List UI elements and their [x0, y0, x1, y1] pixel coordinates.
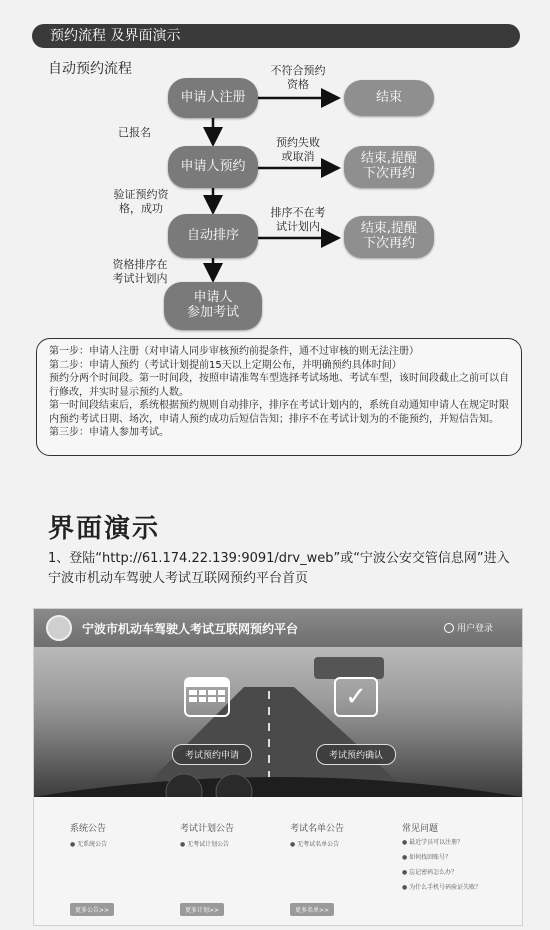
checkmark-icon: ✓ — [334, 677, 378, 717]
node-end-2: 结束,提醒 下次再约 — [344, 146, 434, 188]
step-2: 第二步：申请人预约（考试计划提前15天以上定期公布，并明确预约具体时间） — [49, 359, 402, 371]
site-title: 宁波市机动车驾驶人考试互联网预约平台 — [82, 622, 299, 636]
node-auto-sort: 自动排序 — [168, 214, 258, 258]
police-emblem-icon — [46, 615, 72, 641]
more-list-button[interactable]: 更多名单>> — [290, 903, 334, 916]
user-login-label: 用户登录 — [457, 624, 494, 634]
node-end-3: 结束,提醒 下次再约 — [344, 216, 434, 258]
col-exam-list-title: 考试名单公告 — [290, 824, 345, 834]
label-fail-register: 不符合预约 资格 — [270, 64, 326, 91]
faq-item[interactable]: ● 如何找回账号？ — [402, 854, 452, 861]
label-fail-auto: 排序不在考 试计划内 — [270, 206, 326, 233]
steps-description — [36, 338, 522, 456]
more-plan-button[interactable]: 更多计划>> — [180, 903, 224, 916]
step-2-detail-a: 预约分两个时间段。第一时间段，按照申请准驾车型选择考试场地、考试车型，该时间段截止之前可以自行修改，并实时显示预约人数。 — [49, 373, 509, 398]
road-scene — [34, 647, 522, 797]
node-book: 申请人预约 — [168, 146, 258, 188]
label-in-plan: 资格排序在 考试计划内 — [112, 258, 168, 285]
hero-banner — [34, 647, 522, 797]
faq-item[interactable]: ● 为什么手机号码验证失败？ — [402, 884, 482, 891]
flow-title: 自动预约流程 — [48, 61, 132, 77]
col-exam-plan-title: 考试计划公告 — [180, 824, 235, 834]
col-exam-plan-item[interactable]: ● 无考试计划公告 — [180, 841, 230, 848]
faq-title: 常见问题 — [402, 824, 439, 834]
step-3: 第三步：申请人参加考试。 — [49, 427, 169, 438]
col-system-notice-title: 系统公告 — [70, 824, 107, 834]
flow-arrows — [0, 0, 550, 340]
site-header — [34, 609, 522, 647]
website-screenshot — [33, 608, 523, 926]
faq-item[interactable]: ● 忘记密码怎么办？ — [402, 869, 458, 876]
user-login-link[interactable] — [444, 621, 493, 634]
col-exam-list-item[interactable]: ● 无考试名单公告 — [290, 841, 340, 848]
user-icon — [444, 623, 454, 633]
step-1: 第一步：申请人注册（对申请人同步审核预约前提条件，通不过审核的则无法注册） — [49, 346, 419, 357]
label-registered: 已报名 — [118, 126, 151, 139]
label-verified: 验证预约资 格，成功 — [113, 188, 169, 215]
node-register: 申请人注册 — [168, 78, 258, 118]
node-attend-exam: 申请人 参加考试 — [164, 282, 262, 330]
node-end-1: 结束 — [344, 80, 434, 116]
label-fail-book: 预约失败 或取消 — [276, 136, 320, 163]
calendar-icon — [184, 677, 230, 717]
section-header: 预约流程 及界面演示 — [32, 24, 520, 48]
announcement-panel — [34, 797, 522, 925]
exam-apply-button[interactable]: 考试预约申请 — [172, 744, 252, 765]
intro-text: 1、登陆“http://61.174.22.139:9091/drv_web”或“宁波公安交管信息网”进入宁波市机动车驾驶人考试互联网预约平台首页 — [48, 551, 510, 586]
exam-confirm-button[interactable]: 考试预约确认 — [316, 744, 396, 765]
more-notice-button[interactable]: 更多公告>> — [70, 903, 114, 916]
step-2-detail-b: 第一时间段结束后，系统根据预约规则自动排序，排序在考试计划内的，系统自动通知申请人在规定时限内预约考试日期、场次，申请人预约成功后短信告知；排序不在考试计划为的不能预约，并短信告知。 — [49, 400, 509, 425]
demo-title: 界面演示 — [48, 514, 161, 544]
faq-item[interactable]: ● 最近学员可以注册？ — [402, 839, 464, 846]
col-system-notice-item[interactable]: ● 无系统公告 — [70, 841, 108, 848]
